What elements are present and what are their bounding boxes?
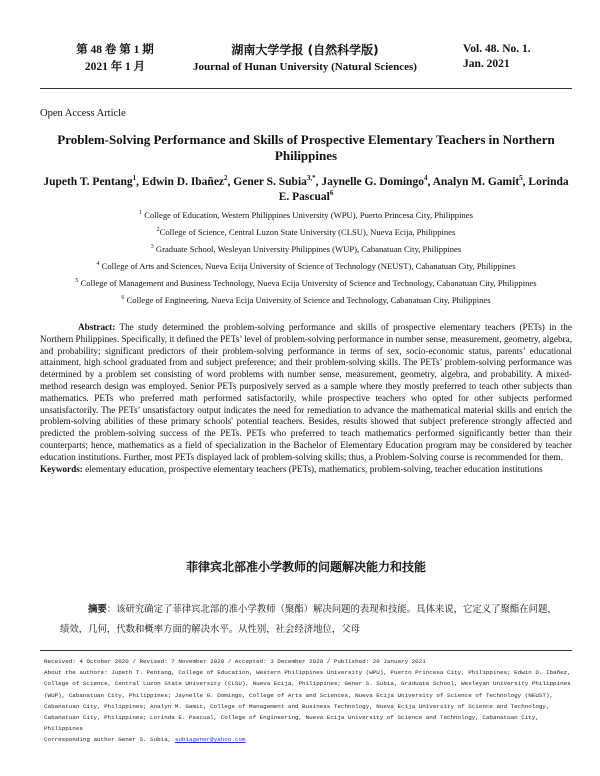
author-name: Lorinda E. Pascual bbox=[278, 176, 569, 203]
author-name: Jaynelle G. Domingo bbox=[321, 176, 424, 188]
dates-line: Received: 4 October 2020 / Revised: 7 November 2020 / Accepted: 3 December 2020 / Published: 29 January 2021 bbox=[44, 658, 426, 665]
journal-name-cn: 湖南大学学报 (自然科学版) bbox=[231, 43, 379, 57]
affiliation: $^2$College of Science, Central Luzon State University (CLSU), Nueva Ecija, Philippines bbox=[156, 227, 456, 237]
corresponding-author: Corresponding author Gener S. Subia, subiagener@yahoo.com bbox=[44, 736, 246, 744]
abstract bbox=[40, 322, 572, 475]
cn-abstract-label: 摘要 bbox=[88, 604, 107, 615]
affiliation: $^3$ Graduate School, Wesleyan University Philippines (WUP), Cabanatuan City, Philippines bbox=[150, 244, 462, 254]
paper-title: Problem-Solving Performance and Skills of Prospective Elementary Teachers in Northern Philippines bbox=[57, 132, 555, 163]
footnote-divider bbox=[40, 650, 572, 651]
author-list: Jupeth T. Pentang$^1$, Edwin D. Ibañez$^2$, Gener S. Subia$^{3,*}$, Jaynelle G. Domingo$^4$, Analyn M. Gamit$^5$, Lorinda E. Pascual$^6$ bbox=[43, 174, 569, 203]
volume-issue-cn: 第 48 卷 第 1 期 bbox=[76, 44, 154, 56]
abstract-text: The study determined the problem-solving performance and skills of prospective elementary teachers (PETs) in the Northern Philippines. Specifically, it defined the PETs’ level of problem-solving performance in number sense, measurement, geometry, algebra, and probability; significant predictors of their problem-solving performance in terms of sex, socio-economic status, parents’ educational attainment, high school graduated from and subject preference; and their problem-solving skills. The PETs’ problem-solving performance was determined by a problem set consisting of word problems with number sense, measurement, geometry, algebra, and probability. A mixed-method research design was employed. Senior PETs purposively served as a sample where they mostly preferred to teach other subjects than mathematics. PETs who preferred math performed satisfactorily, while prospective teachers who opted for other subjects performed unsatisfactorily. The PETs’ unsatisfactory output indicates the need for remediation to advance the mathematical material skills and enrich the problem-solving abilities of these primary schools' potential teachers. Besides, results showed that subject preference strongly affected and predicted the problem-solving success of the PETs. PETs who preferred to teach mathematics performed significantly better than their counterparts; hence, mathematics as a field of specialization in the Bachelor of Elementary Education program may be considered by teacher education institutions. Further, most PETs displayed lack of problem-solving skills; thus, a Problem-Solving course is recommended for them. bbox=[40, 322, 572, 462]
header-divider bbox=[40, 88, 572, 89]
affiliation: $^4$ College of Arts and Sciences, Nueva Ecija University of Science of Technology (NEUST), Cabanatuan City, Philippines bbox=[96, 261, 516, 271]
journal-volume-cn bbox=[60, 42, 170, 76]
date-cn: 2021 年 1 月 bbox=[84, 61, 146, 73]
date-en: Jan. 2021 bbox=[463, 58, 510, 70]
abstract-body bbox=[40, 322, 572, 464]
affiliation: $^5$ College of Management and Business Technology, Nueva Ecija University of Science and Technology, Cabanatuan City, Philippines bbox=[75, 278, 537, 288]
journal-name-en: Journal of Hunan University (Natural Sciences) bbox=[193, 61, 417, 73]
email-link[interactable]: subiagener@yahoo.com bbox=[174, 736, 246, 744]
keywords-label: Keywords: bbox=[40, 463, 83, 474]
article-type: Open Access Article bbox=[40, 108, 126, 119]
affiliation: $^1$ College of Education, Western Philippines University (WPU), Puerto Princesa City, Philippines bbox=[139, 210, 473, 220]
keywords-text: elementary education, prospective elementary teachers (PETs), mathematics, problem-solving, teacher education institutions bbox=[85, 463, 543, 474]
keywords bbox=[40, 464, 572, 476]
footnotes bbox=[32, 656, 572, 746]
journal-volume-en bbox=[463, 42, 573, 72]
author-name: Analyn M. Gamit bbox=[432, 176, 520, 188]
volume-issue-en: Vol. 48. No. 1. bbox=[463, 43, 531, 55]
author-name: Gener S. Subia bbox=[233, 176, 307, 188]
author-name: Edwin D. Ibañez bbox=[141, 176, 225, 188]
journal-name bbox=[170, 42, 440, 76]
affiliation: $^6$ College of Engineering, Nueva Ecija University of Science and Technology, Cabanatuan City, Philippines bbox=[121, 295, 491, 305]
abstract-label: Abstract: bbox=[78, 322, 116, 332]
about-authors: About the authors: Jupeth T. Pentang, College of Education, Western Philippines University (WPU), Puerto Princesa City, Philippines; Edwin D. Ibañez, College of Science, Central Luzon State University (CLSU), Nueva Ecija, Philippines; Gener S. Subia, Graduate School, Wesleyan University Philippines (WUP), Cabanatuan City, Philippines; Jaynelle G. Domingo, College of Arts and Sciences, Nueva Ecija University of Science of Technology (NEUST), Cabanatuan City, Philippines; Analyn M. Gamit, College of Management and Business Technology, Nueva Ecija University of Science and Technology, Cabanatuan City, Philippines; Lorinda E. Pascual, College of Engineering, Nueva Ecija University of Science and Technology, Cabanatuan City, Philippines bbox=[44, 669, 571, 733]
affiliations bbox=[40, 210, 572, 312]
cn-abstract bbox=[60, 600, 560, 640]
author-name: Jupeth T. Pentang bbox=[43, 176, 133, 188]
cn-abstract-text: ：该研究确定了菲律宾北部的准小学教师（聚酯）解决问题的表现和技能。具体来说，它定义了聚酯在问题，绩效，几何，代数和概率方面的解决水平。从性别，社会经济地位，父母 bbox=[60, 604, 557, 635]
cn-title: 菲律宾北部准小学教师的问题解决能力和技能 bbox=[185, 560, 426, 574]
